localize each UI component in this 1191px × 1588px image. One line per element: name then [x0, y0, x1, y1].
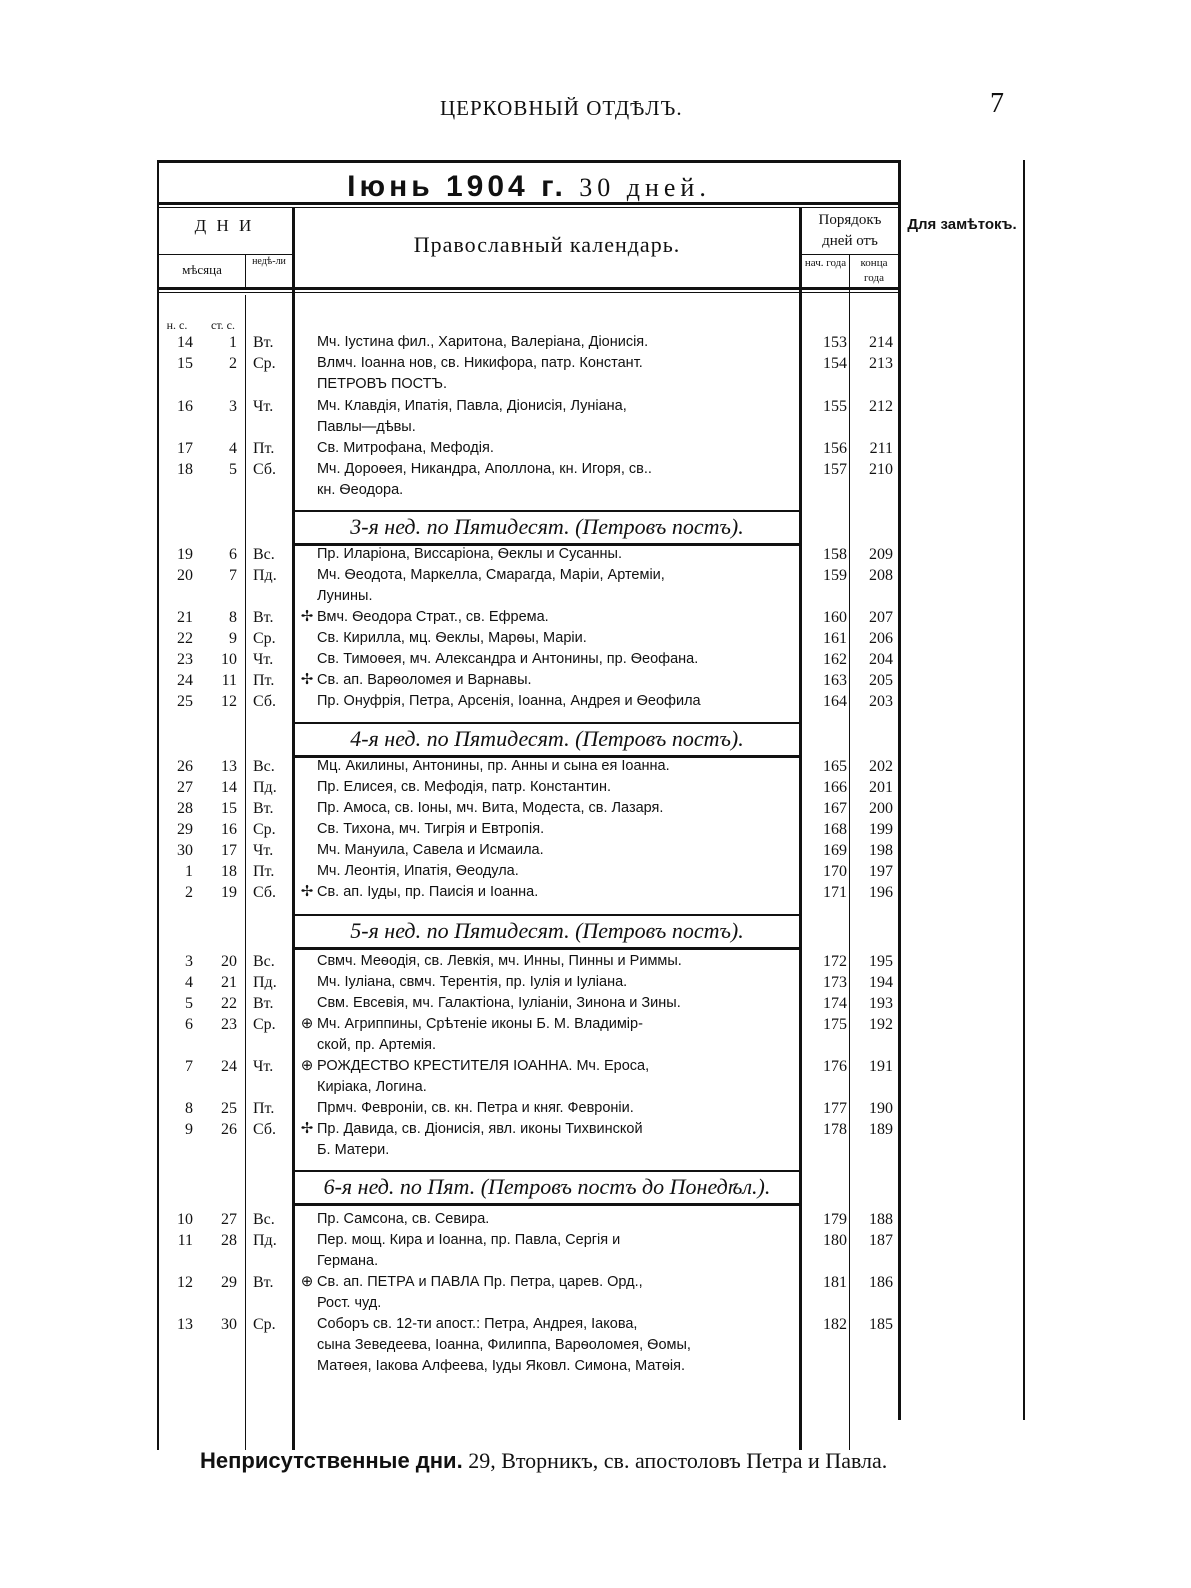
new-style-date: 30 [177, 842, 193, 859]
days-to-year-end: 210 [869, 461, 893, 478]
day-of-year: 176 [823, 1058, 847, 1075]
old-style-date: 29 [221, 1274, 237, 1291]
footer-label: Неприсутственные дни. [200, 1448, 463, 1473]
days-to-year-end: 190 [869, 1100, 893, 1117]
weekday: Вт. [253, 334, 274, 351]
new-style-date: 20 [177, 567, 193, 584]
day-of-year: 181 [823, 1274, 847, 1291]
footer-note [200, 1448, 887, 1474]
saints-text: РОЖДЕСТВО КРЕСТИТЕЛЯ ІОАННА. Мч. Ероса, [317, 1058, 650, 1074]
old-style-date: 15 [221, 800, 237, 817]
new-style-date: 2 [185, 884, 193, 901]
feast-mark-icon: ⊕ [300, 1274, 314, 1290]
order-header: Порядокъ дней отъ [818, 212, 882, 249]
title-rule-thin [157, 207, 901, 208]
new-style-date: 12 [177, 1274, 193, 1291]
saints-text-continued: Рост. чуд. [317, 1295, 382, 1311]
weekday: Пд. [253, 779, 277, 796]
weekday: Вт. [253, 800, 274, 817]
new-style-date: 10 [177, 1211, 193, 1228]
old-style-date: 13 [221, 758, 237, 775]
saints-text: Пр. Онуфрія, Петра, Арсенія, Іоанна, Андрея и Ѳеофила [317, 693, 701, 709]
old-style-date: 9 [229, 630, 237, 647]
new-style-date: 25 [177, 693, 193, 710]
days-to-year-end: 204 [869, 651, 893, 668]
saints-text: Свм. Евсевія, мч. Галактіона, Іуліаніи, Зинона и Зины. [317, 995, 681, 1011]
days-to-year-end: 214 [869, 334, 893, 351]
saints-text: Мч. Ѳеодота, Маркелла, Смарагда, Маріи, Артеміи, [317, 567, 665, 583]
days-to-year-end: 196 [869, 884, 893, 901]
table-row [157, 861, 901, 882]
feast-mark-icon: ✢ [300, 672, 314, 688]
day-of-year: 182 [823, 1316, 847, 1333]
week-rule [295, 947, 799, 950]
old-style-date: 30 [221, 1316, 237, 1333]
saints-text: Св. ап. ПЕТРА и ПАВЛА Пр. Петра, царев. Орд., [317, 1274, 643, 1290]
new-style-date: 16 [177, 398, 193, 415]
saints-text: Пер. мощ. Кира и Іоанна, пр. Павла, Сергія и [317, 1232, 621, 1248]
new-style-date: 19 [177, 546, 193, 563]
days-to-year-end: 203 [869, 693, 893, 710]
feast-mark-icon: ✢ [300, 1121, 314, 1137]
table-row [157, 840, 901, 861]
old-style-date: 25 [221, 1100, 237, 1117]
header-rule-thin [157, 292, 901, 293]
end-header: конца года [860, 257, 888, 284]
saints-text: Мч. Леонтія, Ипатія, Ѳеодула. [317, 863, 519, 879]
saints-text: Мч. Агриппины, Срѣтеніе иконы Б. М. Владимір- [317, 1016, 643, 1032]
days-to-year-end: 199 [869, 821, 893, 838]
days-to-year-end: 209 [869, 546, 893, 563]
table-row [157, 882, 901, 903]
saints-text: Св. ап. Варѳоломея и Варнавы. [317, 672, 532, 688]
saints-text-continued: сына Зеведеева, Іоанна, Филиппа, Варѳоломея, Ѳомы, [317, 1337, 691, 1353]
weekday: Ср. [253, 1316, 276, 1333]
days-to-year-end: 212 [869, 398, 893, 415]
new-style-date: 5 [185, 995, 193, 1012]
days-to-year-end: 193 [869, 995, 893, 1012]
day-of-year: 175 [823, 1016, 847, 1033]
old-style-date: 5 [229, 461, 237, 478]
order-subrule [801, 254, 901, 255]
notes-header: Для замѣтокъ. [907, 216, 1017, 233]
day-of-year: 157 [823, 461, 847, 478]
table-row [157, 756, 901, 777]
weekday: Чт. [253, 398, 274, 415]
days-to-year-end: 192 [869, 1016, 893, 1033]
table-row [157, 1098, 901, 1119]
days-to-year-end: 187 [869, 1232, 893, 1249]
weekday: Сб. [253, 461, 277, 478]
new-style-date: 21 [177, 609, 193, 626]
table-row [157, 951, 901, 972]
saints-text: Мч. Іустина фил., Харитона, Валеріана, Діонисія. [317, 334, 649, 350]
month-name: Іюнь 1904 г. [347, 170, 567, 203]
table-row [157, 459, 901, 498]
days-to-year-end: 211 [869, 440, 893, 457]
new-style-date: 15 [177, 355, 193, 372]
saints-text-continued: ской, пр. Артемія. [317, 1037, 436, 1053]
old-style-date: 4 [229, 440, 237, 457]
weekday: Ср. [253, 355, 276, 372]
ns-header: н. с. [166, 318, 188, 332]
weekday: Сб. [253, 884, 277, 901]
week-rule [295, 1203, 799, 1206]
saints-text-continued: кн. Ѳеодора. [317, 482, 404, 498]
weekday: Вс. [253, 1211, 275, 1228]
new-style-date: 14 [177, 334, 193, 351]
week-heading: 6-я нед. по Пят. (Петровъ постъ до Понедѣл.). [323, 1174, 771, 1199]
old-style-date: 1 [229, 334, 237, 351]
calendar-table [157, 160, 1053, 1450]
table-row [157, 1014, 901, 1053]
days-to-year-end: 186 [869, 1274, 893, 1291]
month-col-header: мѣсяца [182, 262, 222, 277]
old-style-date: 12 [221, 693, 237, 710]
old-style-date: 21 [221, 974, 237, 991]
day-of-year: 173 [823, 974, 847, 991]
new-style-date: 1 [185, 863, 193, 880]
saints-text-continued: Германа. [317, 1253, 379, 1269]
table-row [157, 649, 901, 670]
saints-text-continued: Матѳея, Іакова Алфеева, Іуды Яковл. Симона, Матѳія. [317, 1358, 685, 1374]
saints-text-continued: Киріака, Логина. [317, 1079, 427, 1095]
weekday: Чт. [253, 842, 274, 859]
saints-text: Пр. Давида, св. Діонисія, явл. иконы Тихвинской [317, 1121, 643, 1137]
weekday: Ср. [253, 821, 276, 838]
day-of-year: 159 [823, 567, 847, 584]
table-row [157, 670, 901, 691]
saints-text: Мц. Акилины, Антонины, пр. Анны и сына ея Іоанна. [317, 758, 670, 774]
day-of-year: 177 [823, 1100, 847, 1117]
old-style-date: 14 [221, 779, 237, 796]
saints-text: Мч. Клавдія, Ипатія, Павла, Діонисія, Луніана, [317, 398, 627, 414]
new-style-date: 11 [177, 1232, 193, 1249]
new-style-date: 22 [177, 630, 193, 647]
table-row [157, 1230, 901, 1269]
saints-text: Мч. Дороѳея, Никандра, Аполлона, кн. Игоря, св.. [317, 461, 652, 477]
old-style-date: 17 [221, 842, 237, 859]
days-to-year-end: 200 [869, 800, 893, 817]
saints-text-continued: Лунины. [317, 588, 373, 604]
saints-text: Св. Тихона, мч. Тигрія и Евтропія. [317, 821, 545, 837]
saints-text: Вмч. Ѳеодора Страт., св. Ефрема. [317, 609, 549, 625]
day-of-year: 174 [823, 995, 847, 1012]
new-style-date: 29 [177, 821, 193, 838]
saints-text: Соборъ св. 12-ти апост.: Петра, Андрея, Іакова, [317, 1316, 638, 1332]
table-row [157, 1209, 901, 1230]
days-to-year-end: 213 [869, 355, 893, 372]
table-row [157, 691, 901, 712]
days-header: Д Н И [194, 216, 255, 235]
days-subrule [157, 254, 295, 255]
new-style-date: 4 [185, 974, 193, 991]
table-row [157, 332, 901, 353]
old-style-date: 3 [229, 398, 237, 415]
week-heading: 3-я нед. по Пятидесят. (Петровъ постъ). [350, 514, 744, 539]
right-border [1023, 160, 1025, 1420]
weekday: Пд. [253, 567, 277, 584]
start-header: нач. года [804, 257, 847, 269]
running-header: ЦЕРКОВНЫЙ ОТДѢЛЪ. [440, 96, 683, 120]
saints-text: Св. Митрофана, Мефодія. [317, 440, 494, 456]
weekday: Вс. [253, 953, 275, 970]
calendar-header: Православный календарь. [413, 232, 681, 257]
new-style-date: 3 [185, 953, 193, 970]
day-of-year: 164 [823, 693, 847, 710]
old-style-date: 2 [229, 355, 237, 372]
weekday: Ср. [253, 1016, 276, 1033]
old-style-date: 27 [221, 1211, 237, 1228]
week-heading: 5-я нед. по Пятидесят. (Петровъ постъ). [350, 918, 744, 943]
old-style-date: 26 [221, 1121, 237, 1138]
days-to-year-end: 205 [869, 672, 893, 689]
day-of-year: 161 [823, 630, 847, 647]
week-col-header: недѣ-ли [252, 256, 286, 267]
saints-text: Пр. Амоса, св. Іоны, мч. Вита, Модеста, св. Лазаря. [317, 800, 664, 816]
day-of-year: 178 [823, 1121, 847, 1138]
weekday: Пт. [253, 863, 275, 880]
new-style-date: 23 [177, 651, 193, 668]
week-heading: 4-я нед. по Пятидесят. (Петровъ постъ). [350, 726, 744, 751]
weekday: Ср. [253, 630, 276, 647]
saints-text: Свмч. Меѳодія, св. Левкія, мч. Инны, Пинны и Риммы. [317, 953, 682, 969]
day-of-year: 168 [823, 821, 847, 838]
day-of-year: 171 [823, 884, 847, 901]
weekday: Вт. [253, 995, 274, 1012]
week-rule [295, 1170, 799, 1172]
week-rule [295, 722, 799, 724]
new-style-date: 17 [177, 440, 193, 457]
days-to-year-end: 194 [869, 974, 893, 991]
saints-text: Пр. Елисея, св. Мефодія, патр. Константин. [317, 779, 612, 795]
saints-text: Пр. Самсона, св. Севира. [317, 1211, 490, 1227]
page-number: 7 [990, 88, 1004, 119]
old-style-date: 20 [221, 953, 237, 970]
old-style-date: 16 [221, 821, 237, 838]
saints-text: Мч. Мануила, Савела и Исмаила. [317, 842, 544, 858]
new-style-date: 27 [177, 779, 193, 796]
days-to-year-end: 198 [869, 842, 893, 859]
table-row [157, 396, 901, 435]
new-style-date: 6 [185, 1016, 193, 1033]
old-style-date: 10 [221, 651, 237, 668]
day-of-year: 179 [823, 1211, 847, 1228]
old-style-date: 24 [221, 1058, 237, 1075]
saints-text: Св. Тимоѳея, мч. Александра и Антонины, пр. Ѳеофана. [317, 651, 699, 667]
days-to-year-end: 208 [869, 567, 893, 584]
month-title [157, 170, 901, 204]
old-style-date: 23 [221, 1016, 237, 1033]
days-to-year-end: 197 [869, 863, 893, 880]
feast-mark-icon: ⊕ [300, 1058, 314, 1074]
day-of-year: 167 [823, 800, 847, 817]
weekday: Пд. [253, 1232, 277, 1249]
table-row [157, 438, 901, 459]
new-style-date: 8 [185, 1100, 193, 1117]
day-of-year: 153 [823, 334, 847, 351]
day-of-year: 160 [823, 609, 847, 626]
new-style-date: 13 [177, 1316, 193, 1333]
weekday: Чт. [253, 651, 274, 668]
old-style-date: 6 [229, 546, 237, 563]
day-of-year: 170 [823, 863, 847, 880]
old-style-date: 19 [221, 884, 237, 901]
day-of-year: 169 [823, 842, 847, 859]
table-row [157, 798, 901, 819]
day-of-year: 154 [823, 355, 847, 372]
week-rule [295, 914, 799, 916]
header-rule [157, 287, 901, 290]
table-row [157, 1314, 901, 1374]
saints-text: Мч. Іуліана, свмч. Терентія, пр. Іулія и Іуліана. [317, 974, 628, 990]
day-of-year: 158 [823, 546, 847, 563]
table-row [157, 972, 901, 993]
feast-mark-icon: ✢ [300, 609, 314, 625]
day-of-year: 156 [823, 440, 847, 457]
table-row [157, 1119, 901, 1158]
table-row [157, 628, 901, 649]
saints-text: Пр. Иларіона, Виссаріона, Ѳеклы и Сусанны. [317, 546, 623, 562]
table-row [157, 1272, 901, 1311]
saints-text: Влмч. Іоанна нов, св. Никифора, патр. Констант. [317, 355, 643, 371]
weekday: Вт. [253, 1274, 274, 1291]
weekday: Сб. [253, 1121, 277, 1138]
new-style-date: 28 [177, 800, 193, 817]
saints-text: Св. Кирилла, мц. Ѳеклы, Марѳы, Маріи. [317, 630, 587, 646]
day-of-year: 172 [823, 953, 847, 970]
old-style-date: 22 [221, 995, 237, 1012]
new-style-date: 26 [177, 758, 193, 775]
weekday: Чт. [253, 1058, 274, 1075]
days-to-year-end: 189 [869, 1121, 893, 1138]
days-to-year-end: 207 [869, 609, 893, 626]
day-of-year: 155 [823, 398, 847, 415]
weekday: Вс. [253, 758, 275, 775]
days-to-year-end: 202 [869, 758, 893, 775]
table-row [157, 607, 901, 628]
day-of-year: 165 [823, 758, 847, 775]
weekday: Вт. [253, 609, 274, 626]
table-row [157, 993, 901, 1014]
weekday: Пд. [253, 974, 277, 991]
saints-text-continued: ПЕТРОВЪ ПОСТЪ. [317, 376, 447, 392]
table-row [157, 544, 901, 565]
table-row [157, 1056, 901, 1095]
day-of-year: 162 [823, 651, 847, 668]
month-days: 30 дней. [579, 173, 711, 202]
days-to-year-end: 188 [869, 1211, 893, 1228]
new-style-date: 24 [177, 672, 193, 689]
weekday: Пт. [253, 440, 275, 457]
days-to-year-end: 185 [869, 1316, 893, 1333]
day-of-year: 166 [823, 779, 847, 796]
days-to-year-end: 201 [869, 779, 893, 796]
table-top-rule [157, 160, 901, 163]
saints-text-continued: Б. Матери. [317, 1142, 390, 1158]
weekday: Сб. [253, 693, 277, 710]
new-style-date: 18 [177, 461, 193, 478]
weekday: Пт. [253, 672, 275, 689]
old-style-date: 18 [221, 863, 237, 880]
saints-text: Прмч. Февроніи, св. кн. Петра и княг. Февроніи. [317, 1100, 634, 1116]
new-style-date: 7 [185, 1058, 193, 1075]
weekday: Пт. [253, 1100, 275, 1117]
table-row [157, 565, 901, 604]
table-row [157, 777, 901, 798]
new-style-date: 9 [185, 1121, 193, 1138]
days-to-year-end: 195 [869, 953, 893, 970]
saints-text-continued: Павлы—дѣвы. [317, 419, 416, 435]
ss-header: ст. с. [211, 318, 235, 332]
old-style-date: 11 [221, 672, 237, 689]
feast-mark-icon: ✢ [300, 884, 314, 900]
old-style-date: 28 [221, 1232, 237, 1249]
day-of-year: 163 [823, 672, 847, 689]
days-to-year-end: 191 [869, 1058, 893, 1075]
footer-text: 29, Вторникъ, св. апостоловъ Петра и Павла. [468, 1448, 888, 1473]
saints-text: Св. ап. Іуды, пр. Паисія и Іоанна. [317, 884, 539, 900]
table-row [157, 353, 901, 392]
table-row [157, 819, 901, 840]
weekday: Вс. [253, 546, 275, 563]
days-to-year-end: 206 [869, 630, 893, 647]
week-rule [295, 510, 799, 512]
feast-mark-icon: ⊕ [300, 1016, 314, 1032]
day-of-year: 180 [823, 1232, 847, 1249]
old-style-date: 8 [229, 609, 237, 626]
old-style-date: 7 [229, 567, 237, 584]
